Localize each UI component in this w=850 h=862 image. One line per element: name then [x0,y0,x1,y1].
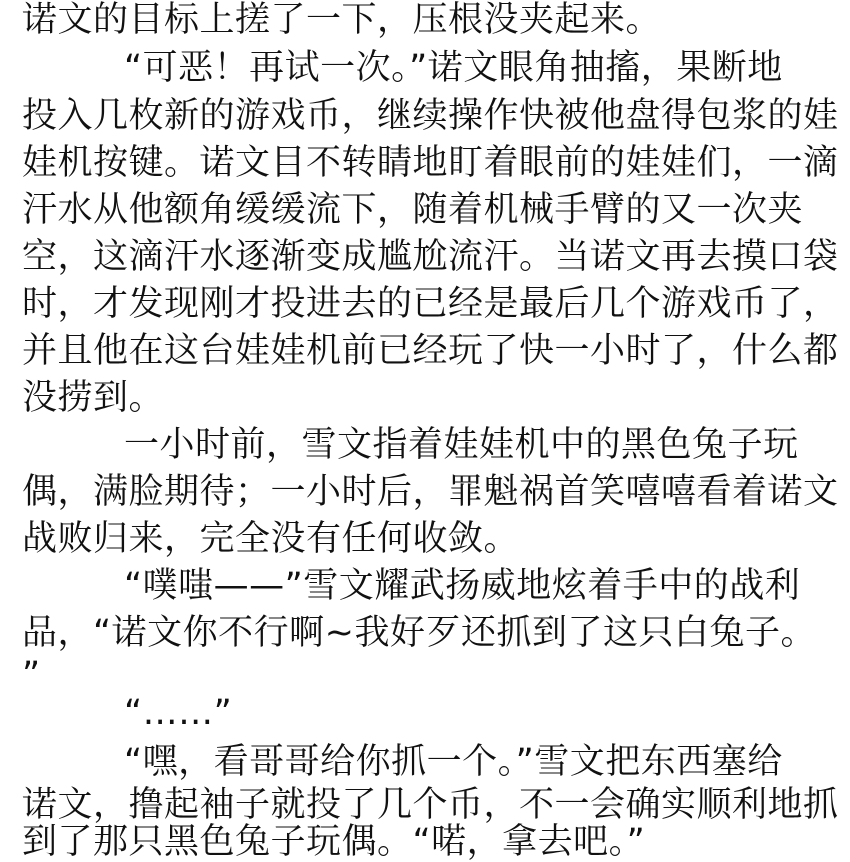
text-line: 偶，满脸期待；一小时后，罪魁祸首笑嘻嘻看着诺文 [22,472,839,512]
text-line: 投入几枚新的游戏币，继续操作快被他盘得包浆的娃 [22,96,839,136]
text-line: 没捞到。 [22,378,165,418]
text-line: “噗嗤——”雪文耀武扬威地炫着手中的战利 [124,566,801,606]
text-line: 汗水从他额角缓缓流下，随着机械手臂的又一次夹 [22,190,804,230]
text-line: 空，这滴汗水逐渐变成尴尬流汗。当诺文再去摸口袋 [22,237,839,277]
text-line: 诺文，撸起袖子就投了几个币，不一会确实顺利地抓 [22,785,839,825]
text-line: 时，才发现刚才投进去的已经是最后几个游戏币了， [22,284,839,324]
text-line: 诺文的目标上搓了一下，压根没夹起来。 [22,0,662,40]
text-line: ” [22,655,41,695]
text-line: 战败归来，完全没有任何收敛。 [22,519,520,559]
text-line: 品，“诺文你不行啊~我好歹还抓到了这只白兔子。 [22,613,816,653]
text-line: 娃机按键。诺文目不转睛地盯着眼前的娃娃们，一滴 [22,143,839,183]
text-line: 到了那只黑色兔子玩偶。“喏，拿去吧。” [22,822,646,862]
text-line: 一小时前，雪文指着娃娃机中的黑色兔子玩 [124,425,799,465]
text-line: “可恶！再试一次。”诺文眼角抽搐，果断地 [124,48,783,88]
text-line: “……” [124,693,233,733]
text-line: “嘿，看哥哥给你抓一个。”雪文把东西塞给 [124,742,783,782]
text-line: 并且他在这台娃娃机前已经玩了快一小时了，什么都 [22,331,839,371]
